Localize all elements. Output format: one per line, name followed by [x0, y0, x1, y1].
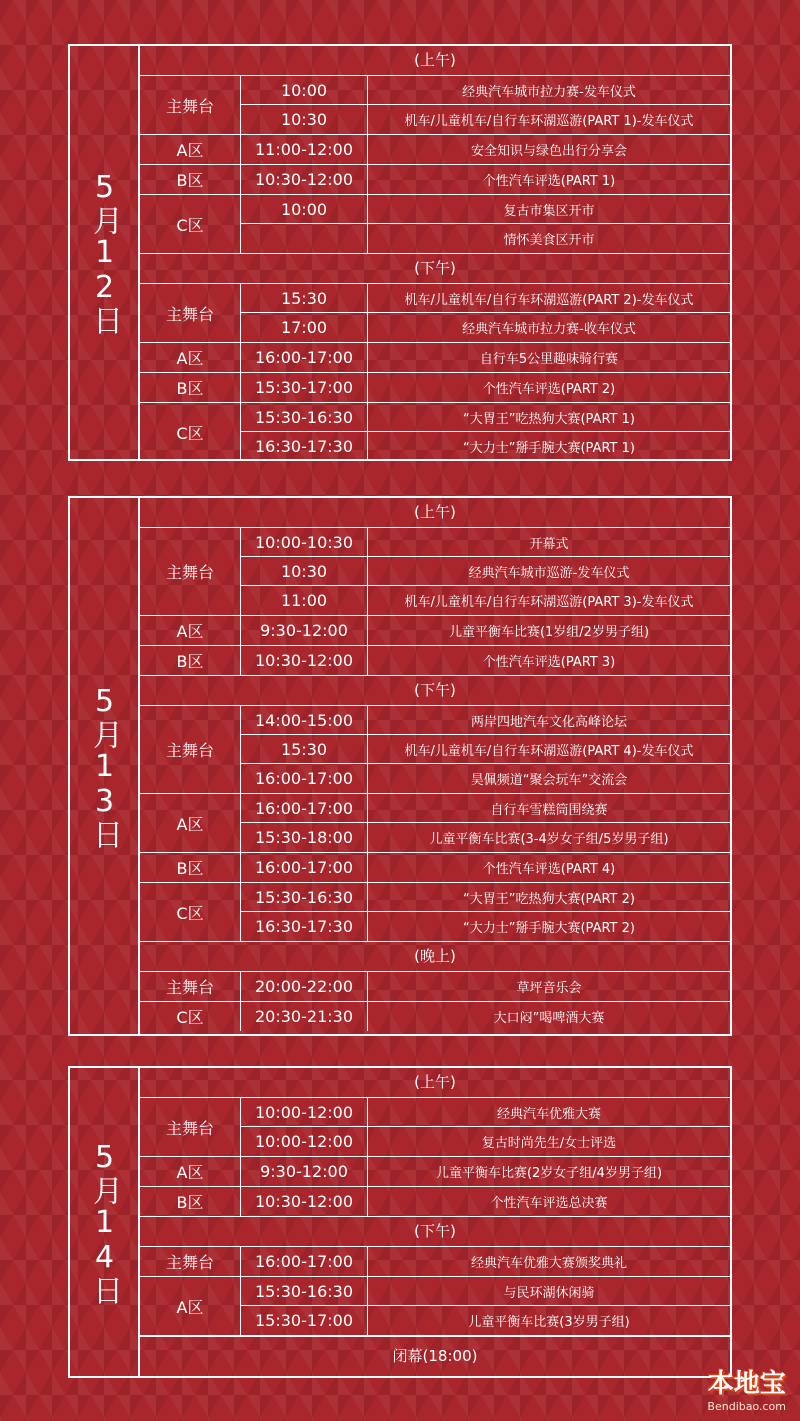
time-cell: 15:30-17:00 [241, 1306, 368, 1335]
zone-rows [241, 76, 730, 134]
zone-label: A区 [140, 794, 241, 852]
table-row [241, 646, 730, 675]
time-cell: 15:30 [241, 735, 368, 763]
zone-rows [241, 528, 730, 615]
zone-label: C区 [140, 883, 241, 941]
time-cell: 15:30-16:30 [241, 1277, 368, 1305]
table-row [241, 1127, 730, 1156]
zone-label: A区 [140, 1157, 241, 1186]
table-row [241, 557, 730, 586]
zone-group [140, 528, 730, 616]
event-cell: “大力士”掰手腕大赛(PART 2) [463, 921, 635, 936]
zone-group [140, 616, 730, 646]
event-cell: 自行车雪糕筒围绕赛 [490, 802, 608, 818]
zone-group [140, 165, 730, 195]
zone-group [140, 1247, 730, 1277]
event-cell: 儿童平衡车比赛(3岁男子组) [468, 1315, 630, 1330]
event-cell: 大口闷”喝啤酒大赛 [493, 1011, 605, 1026]
event-cell: “大力士”掰手腕大赛(PART 1) [463, 441, 635, 456]
zone-rows [241, 616, 730, 645]
event-cell: 机车/儿童机车/自行车环湖巡游(PART 2)-发车仪式 [404, 292, 694, 308]
zone-label: B区 [140, 1187, 241, 1216]
time-cell: 9:30-12:00 [241, 1157, 368, 1186]
zone-group [140, 373, 730, 403]
event-cell: 机车/儿童机车/自行车环湖巡游(PART 1)-发车仪式 [404, 114, 694, 129]
zone-group [140, 883, 730, 942]
zone-label: 主舞台 [140, 706, 241, 793]
zone-group [140, 646, 730, 676]
time-cell: 16:00-17:00 [241, 343, 368, 372]
zone-rows [241, 1157, 730, 1186]
table-row [241, 224, 730, 253]
table-row [241, 528, 730, 557]
table-row [241, 343, 730, 372]
period-header: (上午) [140, 498, 730, 528]
zone-rows [241, 972, 730, 1001]
event-cell: 经典汽车优雅大赛颁奖典礼 [470, 1256, 627, 1271]
zone-group [140, 1157, 730, 1187]
time-cell: 10:00-12:00 [241, 1098, 368, 1126]
event-cell: “大胃王”吃热狗大赛(PART 1) [463, 411, 635, 427]
time-cell: 20:00-22:00 [241, 972, 368, 1001]
zone-label: 主舞台 [140, 76, 241, 134]
zone-label: C区 [140, 403, 241, 461]
table-row [241, 403, 730, 432]
zone-rows [241, 373, 730, 402]
table-row [241, 284, 730, 313]
zone-label: 主舞台 [140, 528, 241, 615]
watermark-sub: Bendibao.com [707, 1400, 786, 1413]
zone-label: 主舞台 [140, 1247, 241, 1276]
date-label: 5月14日 [87, 1139, 122, 1305]
zone-group [140, 135, 730, 165]
zone-rows [241, 646, 730, 675]
zone-rows [241, 343, 730, 372]
zone-rows [241, 403, 730, 461]
time-cell: 10:00 [241, 76, 368, 104]
date-label: 5月12日 [87, 170, 122, 335]
zone-group [140, 76, 730, 135]
zone-label: C区 [140, 1002, 241, 1031]
event-cell: 自行车5公里趣味骑行赛 [479, 352, 619, 367]
time-cell: 10:30-12:00 [241, 646, 368, 675]
event-cell: 草坪音乐会 [516, 981, 582, 996]
table-row [241, 912, 730, 941]
time-cell: 10:00-12:00 [241, 1127, 368, 1156]
zone-group [140, 195, 730, 254]
zone-rows [241, 853, 730, 882]
event-cell: 昊佩频道“聚会玩车”交流会 [470, 773, 628, 788]
zone-rows [241, 165, 730, 194]
event-cell: 个性汽车评选(PART 4) [482, 862, 616, 877]
table-row [241, 853, 730, 882]
time-cell: 10:30-12:00 [241, 165, 368, 194]
zone-label: B区 [140, 373, 241, 402]
schedule-day-may-14 [68, 1066, 732, 1378]
table-row [241, 972, 730, 1001]
zone-label: A区 [140, 343, 241, 372]
event-cell: 情怀美食区开市 [503, 233, 595, 248]
time-cell: 15:30-16:30 [241, 403, 368, 431]
table-row [241, 1247, 730, 1276]
table-row [241, 1098, 730, 1127]
time-cell: 17:00 [241, 313, 368, 342]
time-cell: 10:00-10:30 [241, 528, 368, 556]
event-cell: 复古时尚先生/女士评选 [481, 1136, 617, 1151]
zone-rows [241, 706, 730, 793]
table-row [241, 883, 730, 912]
schedule-day-may-12 [68, 44, 732, 461]
event-cell: 经典汽车城市巡游-发车仪式 [468, 565, 630, 581]
time-cell: 15:30-16:30 [241, 883, 368, 911]
time-cell: 16:30-17:30 [241, 912, 368, 941]
time-cell: 15:30-18:00 [241, 823, 368, 852]
event-cell: 儿童平衡车比赛(2岁女子组/4岁男子组) [435, 1166, 663, 1181]
zone-label: B区 [140, 646, 241, 675]
event-cell: 个性汽车评选总决赛 [490, 1196, 608, 1211]
zone-group [140, 794, 730, 853]
period-header: (上午) [140, 1068, 730, 1098]
table-row [241, 735, 730, 764]
zone-rows [241, 284, 730, 342]
zone-label: B区 [140, 165, 241, 194]
zone-label: 主舞台 [140, 284, 241, 342]
zone-rows [241, 1277, 730, 1335]
zone-group [140, 1098, 730, 1157]
table-row [241, 1306, 730, 1335]
event-cell: 个性汽车评选(PART 2) [482, 382, 616, 397]
table-row [241, 823, 730, 852]
zone-label: A区 [140, 135, 241, 164]
table-row [241, 1002, 730, 1031]
time-cell: 16:30-17:30 [241, 432, 368, 461]
table-row [241, 373, 730, 402]
table-row [241, 195, 730, 224]
event-cell: 安全知识与绿色出行分享会 [470, 144, 627, 159]
date-column [70, 46, 140, 459]
schedule-grid [140, 1068, 730, 1376]
event-cell: 复古市集区开市 [503, 203, 595, 219]
event-cell: 两岸四地汽车文化高峰论坛 [470, 714, 627, 730]
time-cell: 11:00-12:00 [241, 135, 368, 164]
period-header: (下午) [140, 676, 730, 706]
event-cell: 个性汽车评选(PART 1) [482, 174, 616, 189]
time-cell: 10:30 [241, 105, 368, 134]
event-cell: 儿童平衡车比赛(3-4岁女子组/5岁男子组) [429, 832, 669, 847]
date-label: 5月13日 [87, 683, 122, 849]
table-row [241, 76, 730, 105]
period-header: (下午) [140, 254, 730, 284]
table-row [241, 616, 730, 645]
time-cell: 15:30-17:00 [241, 373, 368, 402]
date-column [70, 1068, 140, 1376]
zone-rows [241, 1187, 730, 1216]
zone-group [140, 284, 730, 343]
event-cell: 与民环湖休闲骑 [503, 1285, 595, 1301]
table-row [241, 794, 730, 823]
zone-group [140, 403, 730, 461]
table-row [241, 313, 730, 342]
zone-rows [241, 135, 730, 164]
event-cell: 经典汽车优雅大赛 [496, 1106, 601, 1122]
zone-group [140, 343, 730, 373]
table-row [241, 706, 730, 735]
table-row [241, 1187, 730, 1216]
table-row [241, 764, 730, 793]
time-cell: 16:00-17:00 [241, 794, 368, 822]
zone-rows [241, 1002, 730, 1031]
schedule-day-may-13 [68, 496, 732, 1036]
zone-rows [241, 195, 730, 253]
zone-group [140, 1187, 730, 1217]
event-cell: 经典汽车城市拉力赛-收车仪式 [462, 322, 636, 337]
time-cell: 10:30-12:00 [241, 1187, 368, 1216]
zone-label: B区 [140, 853, 241, 882]
table-row [241, 586, 730, 615]
zone-label: A区 [140, 1277, 241, 1335]
event-cell: 个性汽车评选(PART 3) [482, 655, 616, 670]
zone-group [140, 1002, 730, 1031]
table-row [241, 135, 730, 164]
time-cell: 15:30 [241, 284, 368, 312]
period-header: (下午) [140, 1217, 730, 1247]
time-cell: 16:00-17:00 [241, 1247, 368, 1276]
zone-rows [241, 883, 730, 941]
date-column [70, 498, 140, 1034]
period-header: (上午) [140, 46, 730, 76]
time-cell: 11:00 [241, 586, 368, 615]
zone-rows [241, 1098, 730, 1156]
table-row [241, 1157, 730, 1186]
zone-group [140, 706, 730, 794]
schedule-grid [140, 498, 730, 1034]
time-cell [241, 224, 368, 253]
event-cell: 开幕式 [529, 536, 569, 552]
event-cell: 儿童平衡车比赛(1岁组/2岁男子组) [448, 625, 650, 640]
event-cell: 经典汽车城市拉力赛-发车仪式 [462, 84, 636, 100]
watermark-main: 本地宝 [707, 1369, 786, 1399]
zone-rows [241, 794, 730, 852]
watermark-logo [707, 1363, 786, 1413]
table-row [241, 105, 730, 134]
closing-ceremony: 闭幕(18:00) [140, 1336, 730, 1374]
event-cell: 机车/儿童机车/自行车环湖巡游(PART 3)-发车仪式 [404, 595, 694, 610]
table-row [241, 432, 730, 461]
zone-label: 主舞台 [140, 1098, 241, 1156]
time-cell: 14:00-15:00 [241, 706, 368, 734]
zone-label: 主舞台 [140, 972, 241, 1001]
event-cell: “大胃王”吃热狗大赛(PART 2) [463, 891, 635, 907]
time-cell: 10:00 [241, 195, 368, 223]
time-cell: 9:30-12:00 [241, 616, 368, 645]
time-cell: 16:00-17:00 [241, 764, 368, 793]
time-cell: 16:00-17:00 [241, 853, 368, 882]
time-cell: 20:30-21:30 [241, 1002, 368, 1031]
zone-label: C区 [140, 195, 241, 253]
zone-group [140, 853, 730, 883]
event-cell: 机车/儿童机车/自行车环湖巡游(PART 4)-发车仪式 [404, 743, 694, 759]
zone-group [140, 972, 730, 1002]
time-cell: 10:30 [241, 557, 368, 585]
zone-label: A区 [140, 616, 241, 645]
table-row [241, 165, 730, 194]
zone-rows [241, 1247, 730, 1276]
period-header: (晚上) [140, 942, 730, 972]
zone-group [140, 1277, 730, 1336]
table-row [241, 1277, 730, 1306]
schedule-grid [140, 46, 730, 459]
